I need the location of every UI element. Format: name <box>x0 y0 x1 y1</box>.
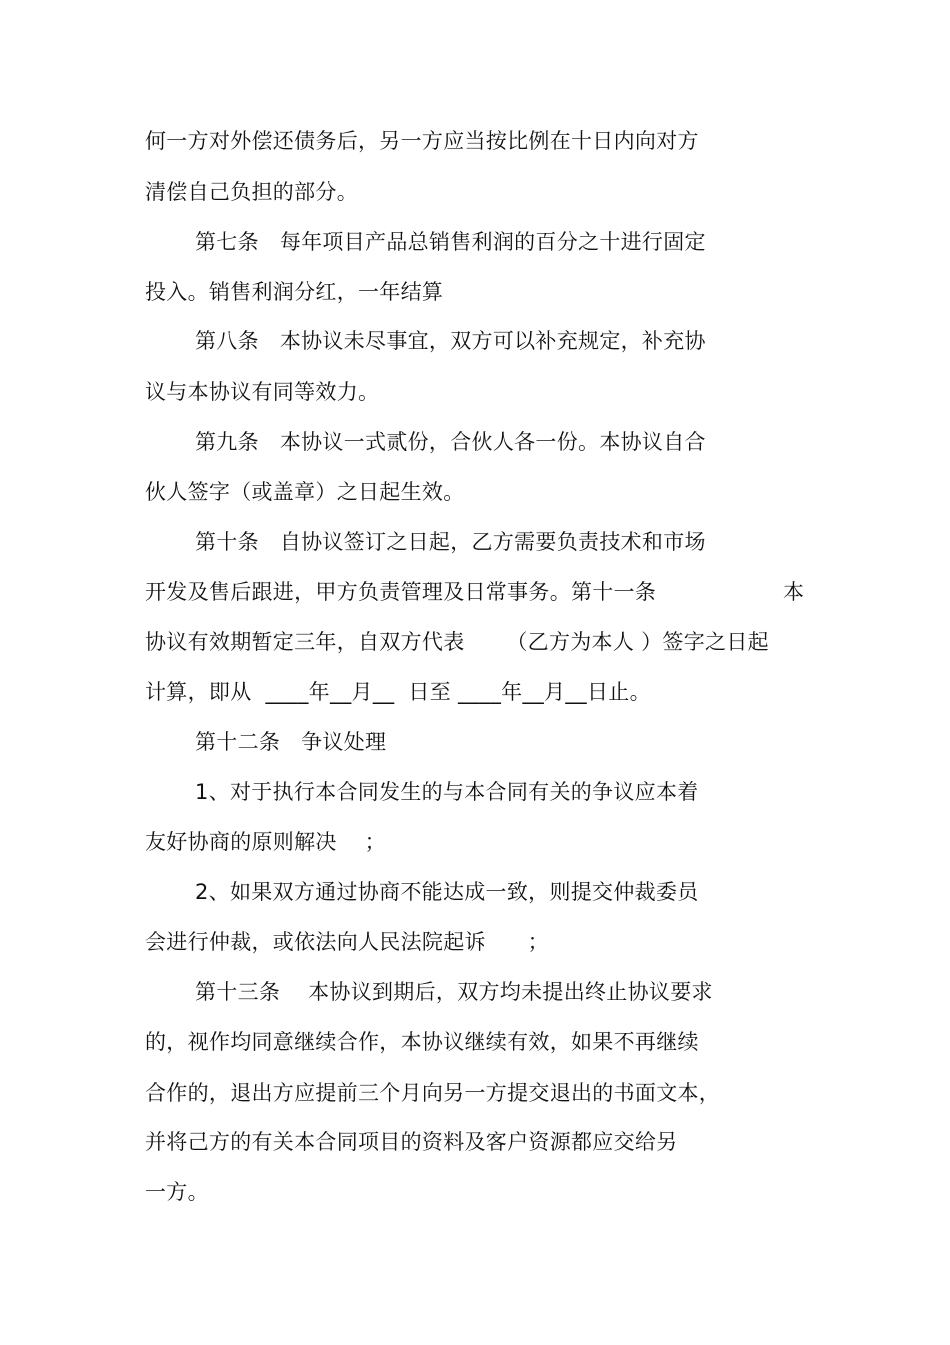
text-line: 友好协商的原则解决 ； <box>145 830 386 854</box>
text-line: 并将己方的有关本合同项目的资料及客户资源都应交给另 <box>145 1130 678 1154</box>
article-7-line: 第七条 每年项目产品总销售利润的百分之十进行固定 <box>195 230 706 254</box>
article-13-line: 第十三条 本协议到期后，双方均未提出终止协议要求 <box>195 980 713 1004</box>
line-end-word: 本 <box>783 580 804 604</box>
text-line: 投入。销售利润分红，一年结算 <box>145 280 444 304</box>
text-line: 会进行仲裁，或依法向人民法院起诉 ； <box>145 930 549 954</box>
date-line: 计算，即从 ____年__月__ 日至 ____年__月__日止。 <box>145 680 651 704</box>
text-line: 议与本协议有同等效力。 <box>145 380 380 404</box>
article-10-line: 第十条 自协议签订之日起，乙方需要负责技术和市场 <box>195 530 706 554</box>
article-12-heading: 第十二条 争议处理 <box>195 730 387 754</box>
text-line: 伙人签字（或盖章）之日起生效。 <box>145 480 465 504</box>
article-11-line: 协议有效期暂定三年，自双方代表 （乙方为本人 ）签字之日起 <box>145 630 769 654</box>
text-line: 何一方对外偿还债务后，另一方应当按比例在十日内向对方 <box>145 129 699 153</box>
text-line: 合作的，退出方应提前三个月向另一方提交退出的书面文本， <box>145 1081 721 1105</box>
clause-1-line: 1、对于执行本合同发生的与本合同有关的争议应本着 <box>195 780 699 804</box>
text-line: 开发及售后跟进，甲方负责管理及日常事务。第十一条 <box>145 580 657 604</box>
article-9-line: 第九条 本协议一式贰份，合伙人各一份。本协议自合 <box>195 430 706 454</box>
text-line: 的，视作均同意继续合作，本协议继续有效，如果不再继续 <box>145 1030 699 1054</box>
article-8-line: 第八条 本协议未尽事宜，双方可以补充规定，补充协 <box>195 329 706 353</box>
clause-2-line: 2、如果双方通过协商不能达成一致，则提交仲裁委员 <box>195 880 699 904</box>
text-line: 清偿自己负担的部分。 <box>145 180 358 204</box>
text-line: 一方。 <box>145 1180 209 1204</box>
